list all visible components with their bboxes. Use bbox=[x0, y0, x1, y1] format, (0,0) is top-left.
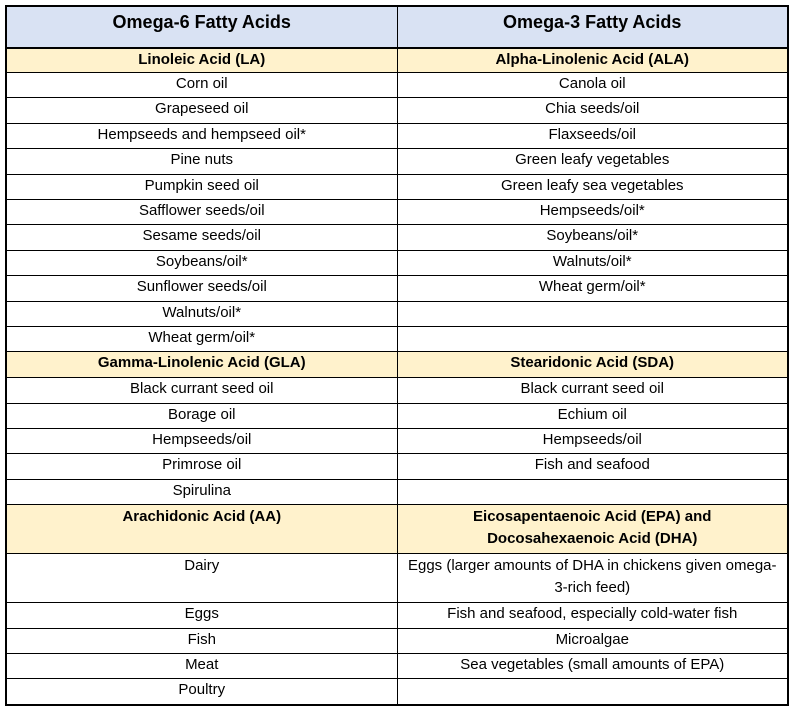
section-header-sda: Stearidonic Acid (SDA) bbox=[397, 352, 788, 378]
omega3-item-cell: Fish and seafood bbox=[397, 454, 788, 479]
omega3-item-cell-empty bbox=[397, 301, 788, 326]
omega3-item-cell: Flaxseeds/oil bbox=[397, 123, 788, 148]
omega3-item-cell: Chia seeds/oil bbox=[397, 98, 788, 123]
table-row bbox=[6, 73, 788, 98]
omega3-item-cell: Green leafy vegetables bbox=[397, 149, 788, 174]
omega3-item-cell: Sea vegetables (small amounts of EPA) bbox=[397, 654, 788, 679]
section-header-aa: Arachidonic Acid (AA) bbox=[6, 505, 397, 554]
table-row bbox=[6, 454, 788, 479]
column-header-row bbox=[6, 6, 788, 48]
omega3-item-cell: Hempseeds/oil* bbox=[397, 199, 788, 224]
omega6-item-cell: Hempseeds/oil bbox=[6, 429, 397, 454]
table-row bbox=[6, 149, 788, 174]
section-header-row-la-ala bbox=[6, 48, 788, 73]
omega6-item-cell: Walnuts/oil* bbox=[6, 301, 397, 326]
table-row bbox=[6, 628, 788, 653]
table-row bbox=[6, 250, 788, 275]
omega6-item-cell: Grapeseed oil bbox=[6, 98, 397, 123]
omega3-item-cell: Walnuts/oil* bbox=[397, 250, 788, 275]
omega6-item-cell: Sunflower seeds/oil bbox=[6, 276, 397, 301]
column-header-omega6: Omega-6 Fatty Acids bbox=[6, 6, 397, 48]
fatty-acids-table bbox=[5, 5, 789, 706]
section-header-row-aa-epa-dha bbox=[6, 505, 788, 554]
table-row bbox=[6, 174, 788, 199]
omega6-item-cell: Wheat germ/oil* bbox=[6, 326, 397, 351]
omega6-item-cell: Black currant seed oil bbox=[6, 378, 397, 403]
table-row bbox=[6, 554, 788, 603]
table-row bbox=[6, 301, 788, 326]
omega6-item-cell: Eggs bbox=[6, 603, 397, 628]
table-row bbox=[6, 123, 788, 148]
omega6-item-cell: Pine nuts bbox=[6, 149, 397, 174]
omega3-item-cell: Microalgae bbox=[397, 628, 788, 653]
table-row bbox=[6, 479, 788, 504]
table-row bbox=[6, 429, 788, 454]
table-row bbox=[6, 199, 788, 224]
omega6-item-cell: Fish bbox=[6, 628, 397, 653]
omega3-item-cell: Echium oil bbox=[397, 403, 788, 428]
section-header-la: Linoleic Acid (LA) bbox=[6, 48, 397, 73]
column-header-omega3: Omega-3 Fatty Acids bbox=[397, 6, 788, 48]
omega3-item-cell: Eggs (larger amounts of DHA in chickens given omega-3-rich feed) bbox=[397, 554, 788, 603]
table-row bbox=[6, 276, 788, 301]
omega6-item-cell: Hempseeds and hempseed oil* bbox=[6, 123, 397, 148]
table-row bbox=[6, 378, 788, 403]
omega3-item-cell: Wheat germ/oil* bbox=[397, 276, 788, 301]
omega6-item-cell: Borage oil bbox=[6, 403, 397, 428]
section-header-ala: Alpha-Linolenic Acid (ALA) bbox=[397, 48, 788, 73]
omega6-item-cell: Corn oil bbox=[6, 73, 397, 98]
omega3-item-cell-empty bbox=[397, 326, 788, 351]
omega6-item-cell: Pumpkin seed oil bbox=[6, 174, 397, 199]
omega6-item-cell: Soybeans/oil* bbox=[6, 250, 397, 275]
omega6-item-cell: Sesame seeds/oil bbox=[6, 225, 397, 250]
omega3-item-cell: Hempseeds/oil bbox=[397, 429, 788, 454]
omega3-item-cell: Fish and seafood, especially cold-water fish bbox=[397, 603, 788, 628]
table-row bbox=[6, 326, 788, 351]
omega6-item-cell: Primrose oil bbox=[6, 454, 397, 479]
table-row bbox=[6, 603, 788, 628]
omega3-item-cell: Green leafy sea vegetables bbox=[397, 174, 788, 199]
omega3-item-cell: Black currant seed oil bbox=[397, 378, 788, 403]
section-header-row-gla-sda bbox=[6, 352, 788, 378]
table-row bbox=[6, 225, 788, 250]
section-header-epa-dha: Eicosapentaenoic Acid (EPA) and Docosahexaenoic Acid (DHA) bbox=[397, 505, 788, 554]
table-row bbox=[6, 98, 788, 123]
table-row bbox=[6, 654, 788, 679]
omega3-item-cell: Soybeans/oil* bbox=[397, 225, 788, 250]
omega6-item-cell: Poultry bbox=[6, 679, 397, 705]
omega6-item-cell: Spirulina bbox=[6, 479, 397, 504]
omega6-item-cell: Safflower seeds/oil bbox=[6, 199, 397, 224]
omega3-item-cell-empty bbox=[397, 679, 788, 705]
omega6-item-cell: Dairy bbox=[6, 554, 397, 603]
omega3-item-cell: Canola oil bbox=[397, 73, 788, 98]
table-row bbox=[6, 403, 788, 428]
omega3-item-cell-empty bbox=[397, 479, 788, 504]
omega6-item-cell: Meat bbox=[6, 654, 397, 679]
section-header-gla: Gamma-Linolenic Acid (GLA) bbox=[6, 352, 397, 378]
table-row bbox=[6, 679, 788, 705]
